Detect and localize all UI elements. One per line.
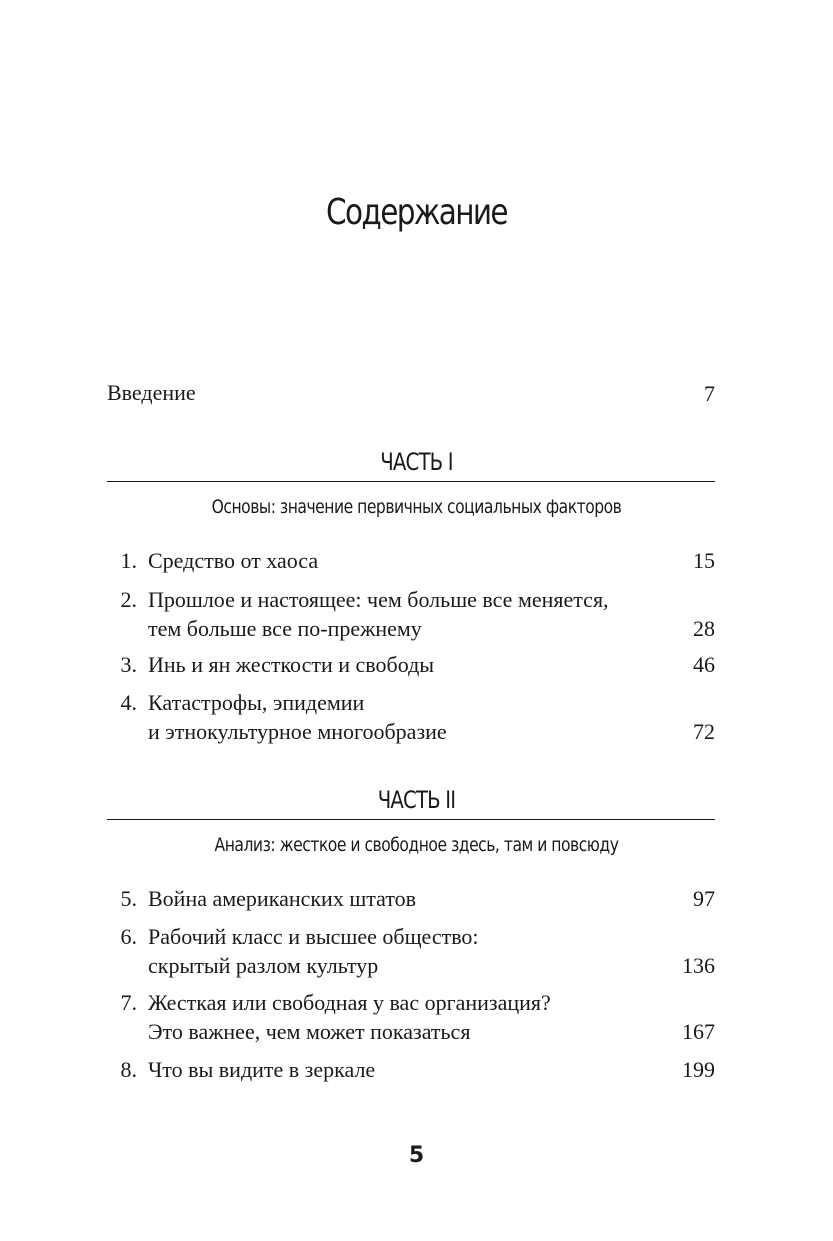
chapter-number: 6.: [120, 924, 137, 949]
chapter-title-line: Рабочий класс и высшее общество:: [148, 924, 479, 949]
part-heading: ЧАСТЬ I: [380, 448, 453, 476]
chapter-number: 8.: [120, 1057, 137, 1082]
chapter-title-line: и этнокультурное многообразие: [148, 719, 447, 744]
chapter-title-line: Это важнее, чем может показаться: [148, 1019, 471, 1044]
toc-entry-chapter[interactable]: [107, 884, 715, 913]
chapter-title: [148, 884, 668, 913]
chapter-title: [148, 688, 668, 746]
chapter-title: [148, 1055, 668, 1084]
toc-page-number: 15: [693, 548, 715, 573]
part-subtitle: Анализ: жесткое и свободное здесь, там и повсюду: [214, 834, 619, 856]
toc-page-number: 97: [693, 886, 715, 911]
toc-page-number: 199: [682, 1057, 715, 1082]
chapter-title-line: тем больше все по-прежнему: [148, 616, 422, 641]
part-divider: [107, 481, 715, 482]
toc-entry-chapter[interactable]: [107, 922, 715, 980]
toc-entry-intro[interactable]: [107, 378, 715, 408]
chapter-title-line: Инь и ян жесткости и свободы: [148, 652, 435, 677]
part-subtitle: Основы: значение первичных социальных факторов: [211, 496, 622, 518]
chapter-number: 7.: [120, 990, 137, 1015]
page-title: Содержание: [326, 192, 507, 233]
toc-page-number: 28: [693, 616, 715, 641]
chapter-number: 3.: [120, 652, 137, 677]
toc-entry-chapter[interactable]: [107, 546, 715, 575]
chapter-title: [148, 650, 668, 679]
chapter-number: 2.: [120, 587, 137, 612]
chapter-title-line: Прошлое и настоящее: чем больше все меняется,: [148, 587, 609, 612]
page-folio: 5: [408, 1143, 425, 1168]
chapter-title-line: Что вы видите в зеркале: [148, 1057, 376, 1082]
part-divider: [107, 819, 715, 820]
toc-entry-chapter[interactable]: [107, 585, 715, 643]
toc-page-number: 167: [682, 1019, 715, 1044]
chapter-number: 4.: [120, 690, 137, 715]
chapter-title-line: Война американских штатов: [148, 886, 417, 911]
chapter-title: [148, 585, 668, 643]
toc-page-number: 7: [704, 381, 715, 406]
toc-entry-chapter[interactable]: [107, 1055, 715, 1084]
toc-entry-chapter[interactable]: [107, 650, 715, 679]
chapter-title: [148, 546, 668, 575]
toc-page-number: 136: [682, 953, 715, 978]
chapter-number: 5.: [120, 886, 137, 911]
toc-page-number: 72: [693, 719, 715, 744]
toc-page-number: 46: [693, 652, 715, 677]
chapter-title-line: Средство от хаоса: [148, 548, 319, 573]
toc-entry-chapter[interactable]: [107, 988, 715, 1046]
chapter-title-line: Жесткая или свободная у вас организация?: [148, 990, 551, 1015]
toc-entry-label: Введение: [107, 380, 196, 405]
chapter-title-line: скрытый разлом культур: [148, 953, 379, 978]
part-heading: ЧАСТЬ II: [377, 786, 456, 814]
chapter-title-line: Катастрофы, эпидемии: [148, 690, 365, 715]
chapter-number: 1.: [120, 548, 137, 573]
toc-entry-chapter[interactable]: [107, 688, 715, 746]
chapter-title: [148, 922, 668, 980]
chapter-title: [148, 988, 668, 1046]
